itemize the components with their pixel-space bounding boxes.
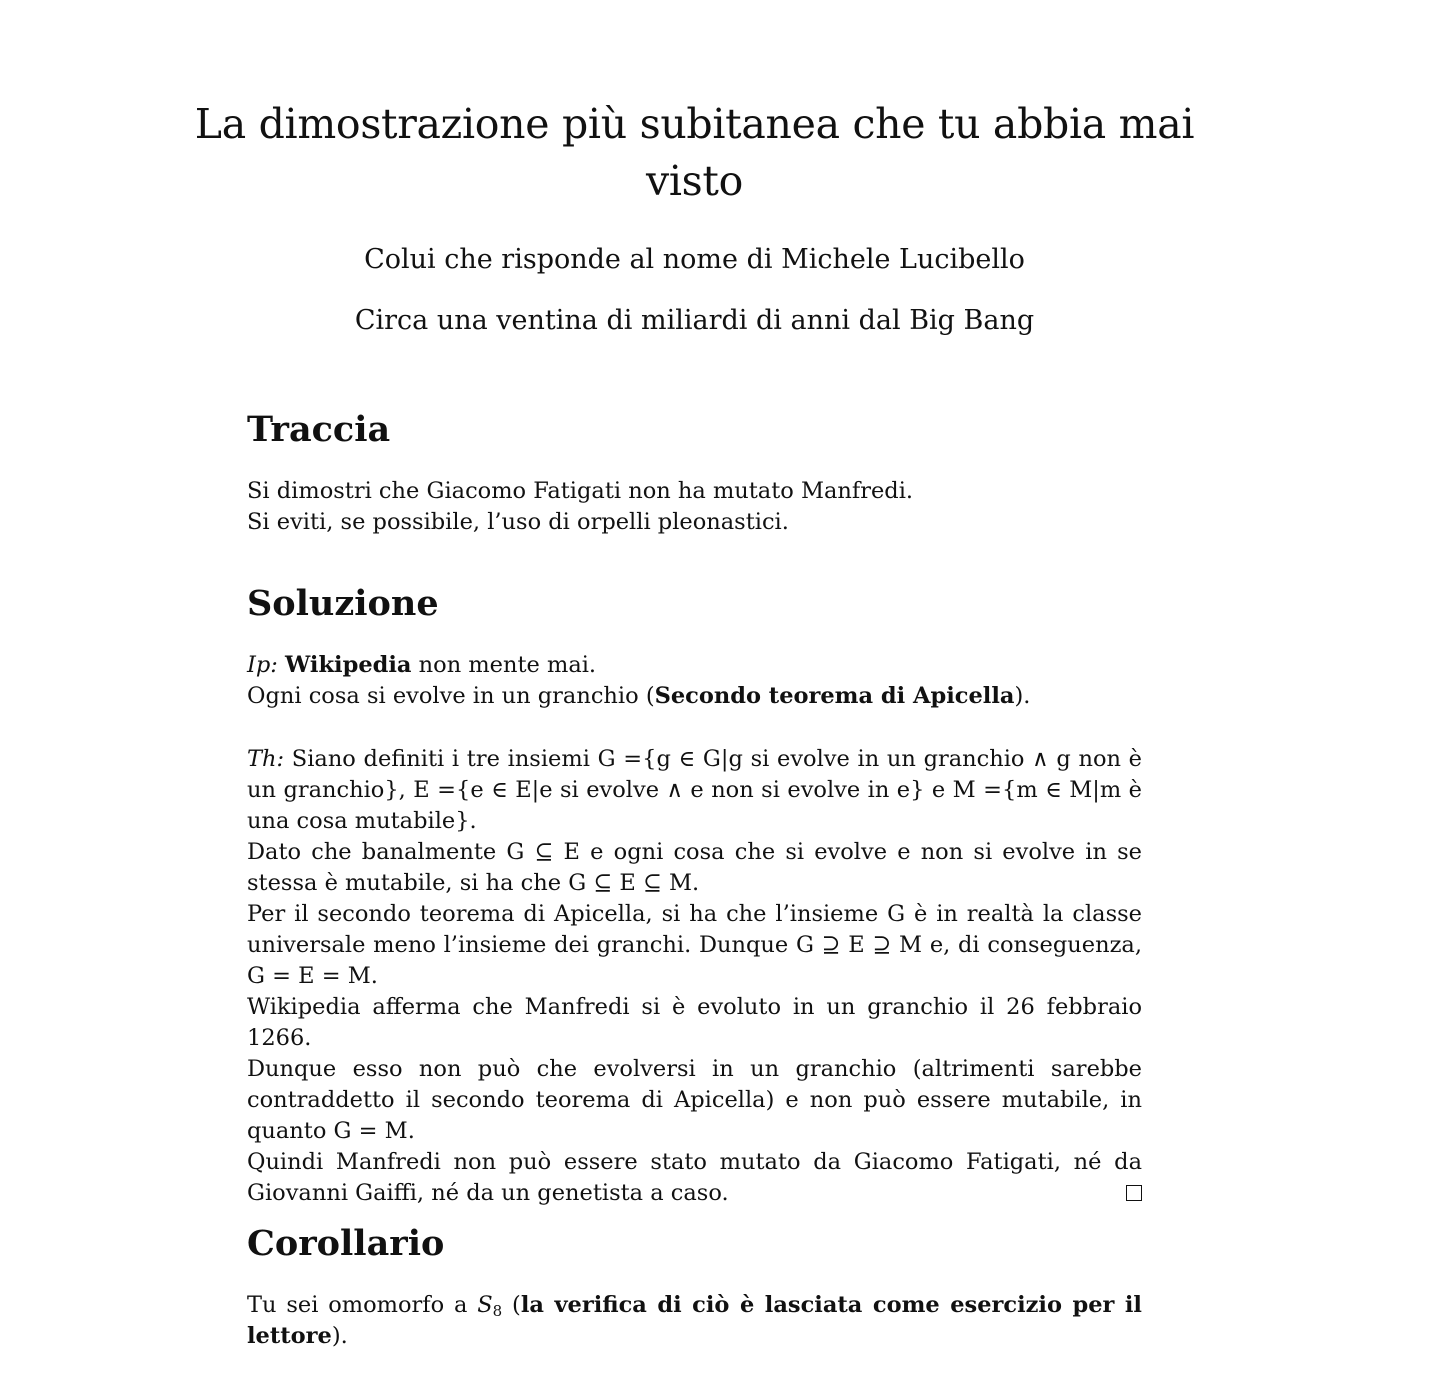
heading-corollario: Corollario (247, 1223, 445, 1264)
s-subscript: 8 (492, 1302, 503, 1320)
title-line-1: La dimostrazione più subitanea che tu abbia mai (194, 100, 1195, 148)
line2-a: Ogni cosa si evolve in un granchio ( (247, 683, 655, 709)
thesis-block (247, 744, 1142, 1209)
traccia-text (247, 476, 1142, 538)
proof-paragraph-3: Per il secondo teorema di Apicella, si ha che l’insieme G è in realtà la classe universale meno l’insieme dei granchi. Dunque G ⊇ E ⊇ M e, di conseguenza, G = E = M. (247, 901, 1142, 989)
title-line-2: visto (646, 157, 743, 205)
proof-paragraph-6 (247, 1147, 1142, 1209)
ip-bold: Wikipedia (285, 652, 412, 678)
th-text: Siano definiti i tre insiemi G ={g ∈ G|g si evolve in un granchio ∧ g non è un granchio}, E ={e ∈ E|e si evolve ∧ e non si evolve in e} e M ={m ∈ M|m è una cosa mutabile}. (247, 746, 1142, 834)
traccia-line-2: Si eviti, se possibile, l’uso di orpelli pleonastici. (247, 509, 789, 535)
th-label: Th: (247, 746, 285, 772)
date: Circa una ventina di miliardi di anni dal Big Bang (354, 305, 1035, 336)
proof-paragraph-2: Dato che banalmente G ⊆ E e ogni cosa che si evolve e non si evolve in se stessa è mutabile, si ha che G ⊆ E ⊆ M. (247, 839, 1142, 896)
proof-paragraph-5: Dunque esso non può che evolversi in un granchio (altrimenti sarebbe contraddetto il secondo teorema di Apicella) e non può essere mutabile, in quanto G = M. (247, 1056, 1142, 1144)
corollario-text-c: ). (331, 1323, 348, 1349)
corollario-text-a: Tu sei omomorfo a (247, 1292, 478, 1318)
corollario-text (247, 1290, 1142, 1352)
ip-label: Ip: (247, 652, 278, 678)
s-symbol: S (477, 1292, 493, 1318)
heading-soluzione: Soluzione (247, 583, 439, 624)
document-title (187, 96, 1202, 210)
heading-traccia: Traccia (247, 409, 391, 450)
author: Colui che risponde al nome di Michele Lucibello (364, 244, 1025, 275)
corollario-text-b: ( (502, 1292, 521, 1318)
line2-b: ). (1014, 683, 1031, 709)
proof-paragraph-4: Wikipedia afferma che Manfredi si è evoluto in un granchio il 26 febbraio 1266. (247, 994, 1142, 1051)
proof-paragraph-6-text: Quindi Manfredi non può essere stato mutato da Giacomo Fatigati, né da Giovanni Gaiffi, né da un genetista a caso. (247, 1149, 1142, 1206)
qed-square-icon (1126, 1185, 1142, 1201)
hypothesis (247, 650, 1142, 712)
line2-bold: Secondo teorema di Apicella (654, 683, 1015, 709)
traccia-line-1: Si dimostri che Giacomo Fatigati non ha mutato Manfredi. (247, 478, 914, 504)
thesis-paragraph (247, 744, 1142, 837)
ip-rest: non mente mai. (411, 652, 597, 678)
corollario-bold: la verifica di ciò è lasciata come esercizio per il lettore (247, 1292, 1142, 1349)
